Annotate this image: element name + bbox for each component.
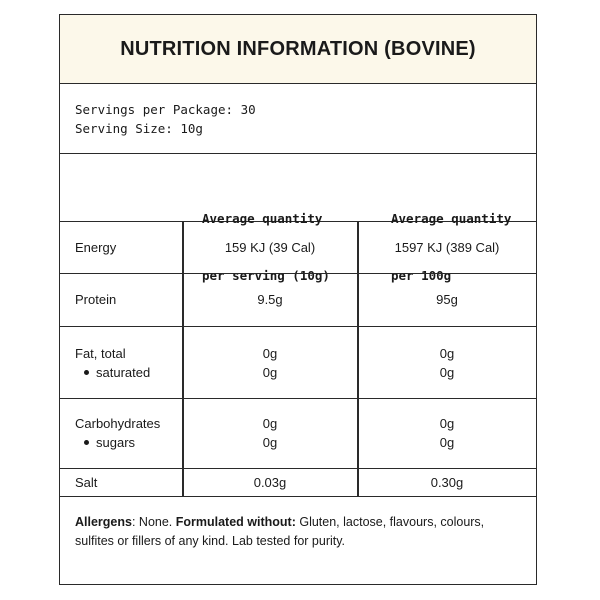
servings-per-package: Servings per Package: 30 (75, 102, 256, 117)
nutrient-row-fat (60, 327, 536, 399)
column-header-per-serving-line2: per serving (10g) (202, 268, 330, 283)
per-serving-value: 9.5g (257, 292, 283, 307)
serving-size: Serving Size: 10g (75, 121, 203, 136)
bullet-icon (84, 370, 89, 375)
sub-nutrient-label: saturated (75, 363, 150, 382)
per-100g-value: 0g (439, 346, 455, 361)
nutrient-row-energy (60, 222, 536, 274)
nutrient-row-protein (60, 274, 536, 327)
per-serving-value: 0.03g (253, 475, 287, 490)
per-serving-value: 0g (262, 346, 278, 361)
per-100g-value: 0.30g (430, 475, 464, 490)
column-header-per-100g-line1: Average quantity (391, 211, 512, 226)
per-100g-value: 95g (436, 292, 458, 307)
servings-section (60, 83, 536, 154)
sub-per-serving-value: 0g (262, 435, 278, 450)
nutrient-label: Protein (75, 292, 117, 307)
per-serving-value: 159 KJ (39 Cal) (224, 240, 316, 255)
nutrition-panel (59, 14, 537, 585)
bullet-icon (84, 440, 89, 445)
allergens-label: Allergens (75, 515, 132, 529)
title-bar (60, 15, 536, 84)
nutrient-label: Energy (75, 240, 117, 255)
allergens-footer (60, 497, 536, 584)
sub-nutrient-label: sugars (75, 433, 160, 452)
nutrient-label: Carbohydrates (75, 416, 161, 431)
per-serving-value: 0g (262, 416, 278, 431)
per-100g-value: 1597 KJ (389 Cal) (394, 240, 500, 255)
formulated-label: Formulated without: (175, 515, 296, 529)
sub-per-serving-value: 0g (262, 365, 278, 380)
allergens-text: : None. (131, 515, 176, 529)
nutrient-label: Fat, total (75, 346, 126, 361)
column-header-per-serving-line1: Average quantity (202, 211, 323, 226)
column-divider (357, 222, 359, 497)
column-header-per-100g-line2: per 100g (391, 268, 452, 283)
formulated-text: Gluten, lactose, flavours, colours, sulfites or fillers of any kind. Lab tested for purity. (75, 515, 485, 548)
sub-per-100g-value: 0g (439, 365, 455, 380)
sub-per-100g-value: 0g (439, 435, 455, 450)
column-divider (182, 222, 184, 497)
nutrient-row-carbohydrates (60, 399, 536, 469)
nutrient-label: Salt (75, 475, 98, 490)
nutrient-row-salt (60, 469, 536, 497)
panel-title: NUTRITION INFORMATION (BOVINE) (120, 37, 476, 60)
per-100g-value: 0g (439, 416, 455, 431)
